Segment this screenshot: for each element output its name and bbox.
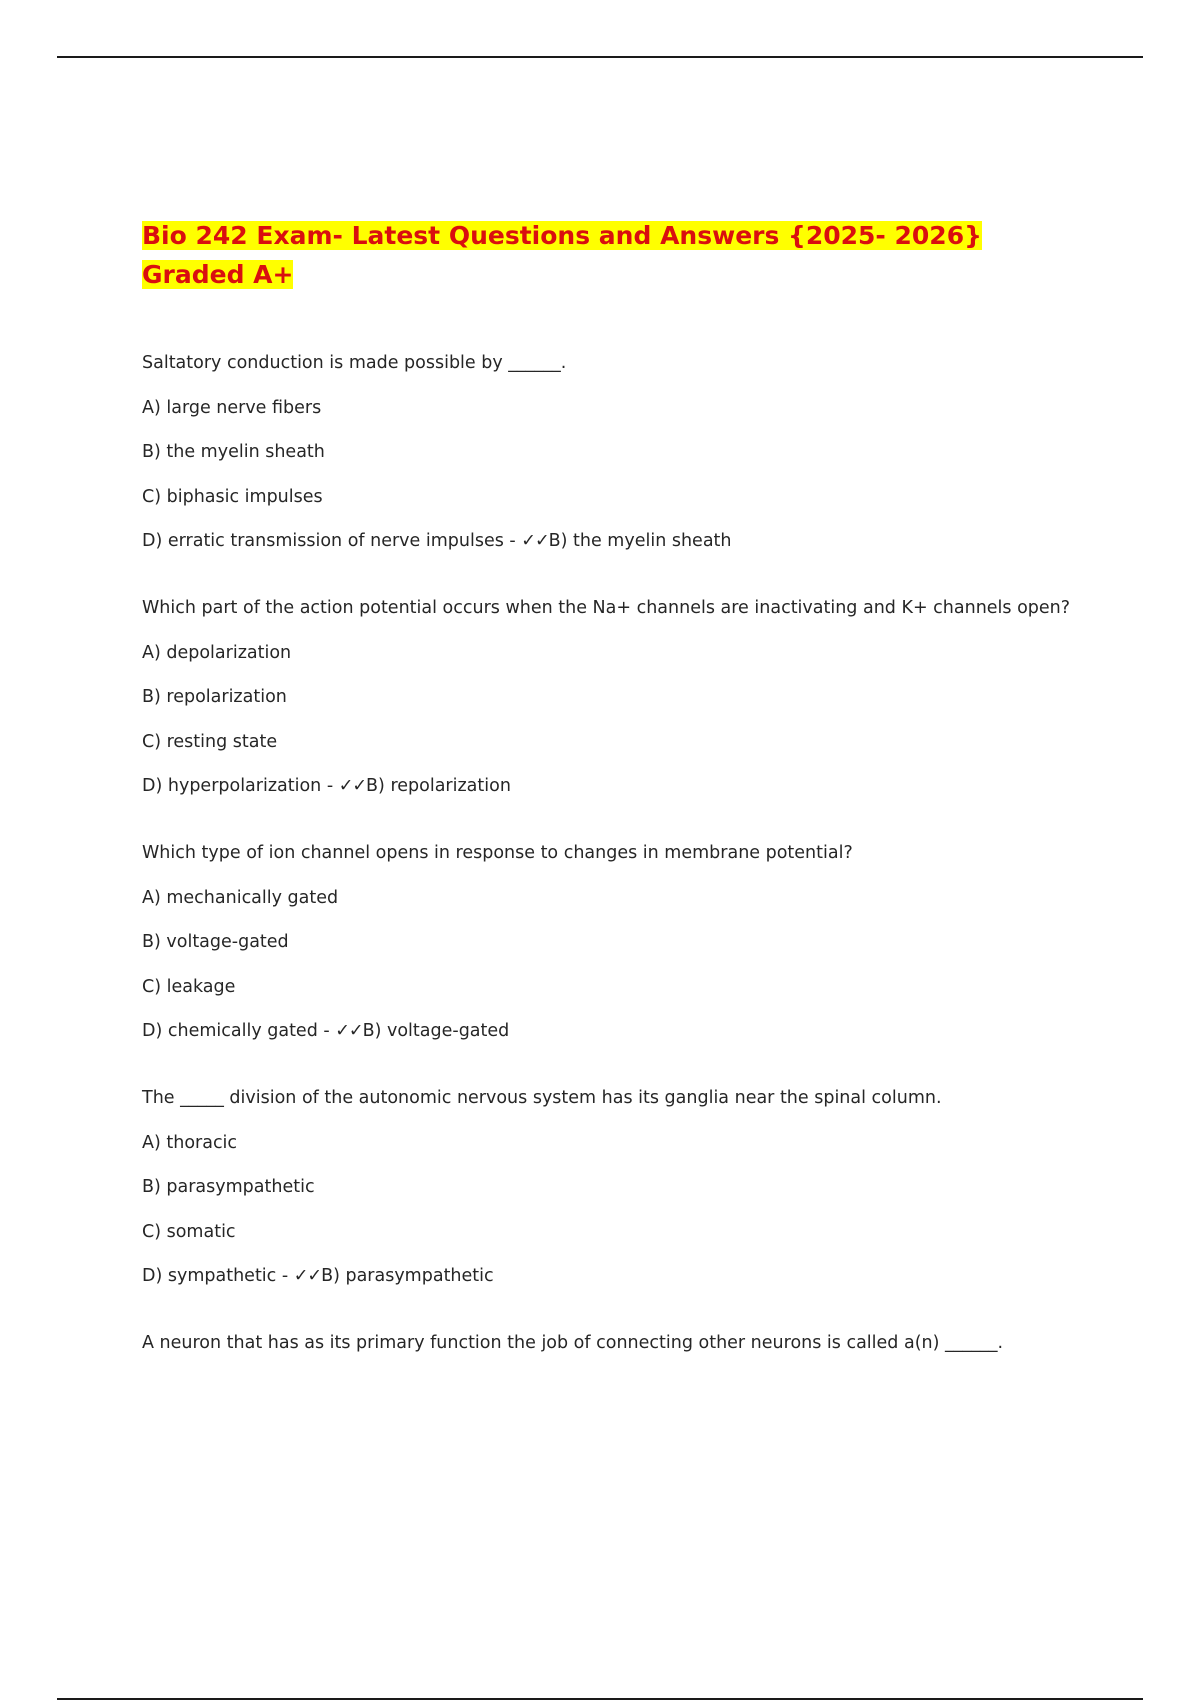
option-c: C) biphasic impulses — [142, 486, 323, 507]
answer-text: B) the myelin sheath — [548, 531, 732, 551]
option-d: D) sympathetic - — [142, 1266, 294, 1286]
option-b: B) voltage-gated — [142, 932, 289, 952]
option-d: D) erratic transmission of nerve impulses - — [142, 531, 522, 551]
title-line-1: Bio 242 Exam- Latest Questions and Answers {2025- 2026} — [142, 221, 982, 250]
option-d-with-answer — [142, 775, 1142, 797]
double-check-icon: ✓✓ — [335, 1021, 363, 1041]
question-2 — [142, 597, 1142, 797]
question-prompt: Saltatory conduction is made possible by ______. — [142, 353, 567, 373]
option-d-with-answer — [142, 530, 1142, 552]
option-a: A) thoracic — [142, 1132, 238, 1153]
answer-text: B) parasympathetic — [321, 1266, 494, 1286]
title-line-2: Graded A+ — [142, 260, 294, 289]
option-c: C) leakage — [142, 976, 236, 997]
question-5 — [142, 1332, 1142, 1354]
option-d: D) chemically gated - — [142, 1021, 336, 1041]
option-a: A) mechanically gated — [142, 887, 339, 908]
double-check-icon: ✓✓ — [338, 776, 367, 796]
answer-text: B) repolarization — [366, 776, 511, 796]
question-prompt: A neuron that has as its primary function the job of connecting other neurons is called a(n) ______. — [142, 1333, 1004, 1353]
option-d-with-answer — [142, 1020, 1142, 1042]
option-a: A) large nerve fibers — [142, 397, 322, 418]
question-3 — [142, 842, 1142, 1042]
question-prompt: Which type of ion channel opens in response to changes in membrane potential? — [142, 843, 853, 863]
option-b: B) repolarization — [142, 687, 287, 707]
double-check-icon: ✓✓ — [521, 531, 549, 551]
option-b: B) parasympathetic — [142, 1177, 315, 1197]
option-c: C) resting state — [142, 731, 278, 752]
question-1 — [142, 352, 1142, 552]
answer-text: B) voltage-gated — [362, 1021, 510, 1041]
option-b: B) the myelin sheath — [142, 442, 325, 462]
question-4 — [142, 1087, 1142, 1287]
question-prompt: The _____ division of the autonomic nervous system has its ganglia near the spinal column. — [142, 1088, 942, 1108]
option-d-with-answer — [142, 1265, 1142, 1287]
header-rule — [57, 56, 1143, 58]
option-c: C) somatic — [142, 1221, 236, 1242]
document-title — [142, 216, 1042, 294]
double-check-icon: ✓✓ — [293, 1266, 322, 1286]
title-text — [142, 216, 1042, 294]
option-d: D) hyperpolarization - — [142, 776, 339, 796]
question-list — [142, 352, 1142, 1399]
option-a: A) depolarization — [142, 642, 292, 663]
question-prompt: Which part of the action potential occurs when the Na+ channels are inactivating and K+ channels open? — [142, 598, 1071, 618]
